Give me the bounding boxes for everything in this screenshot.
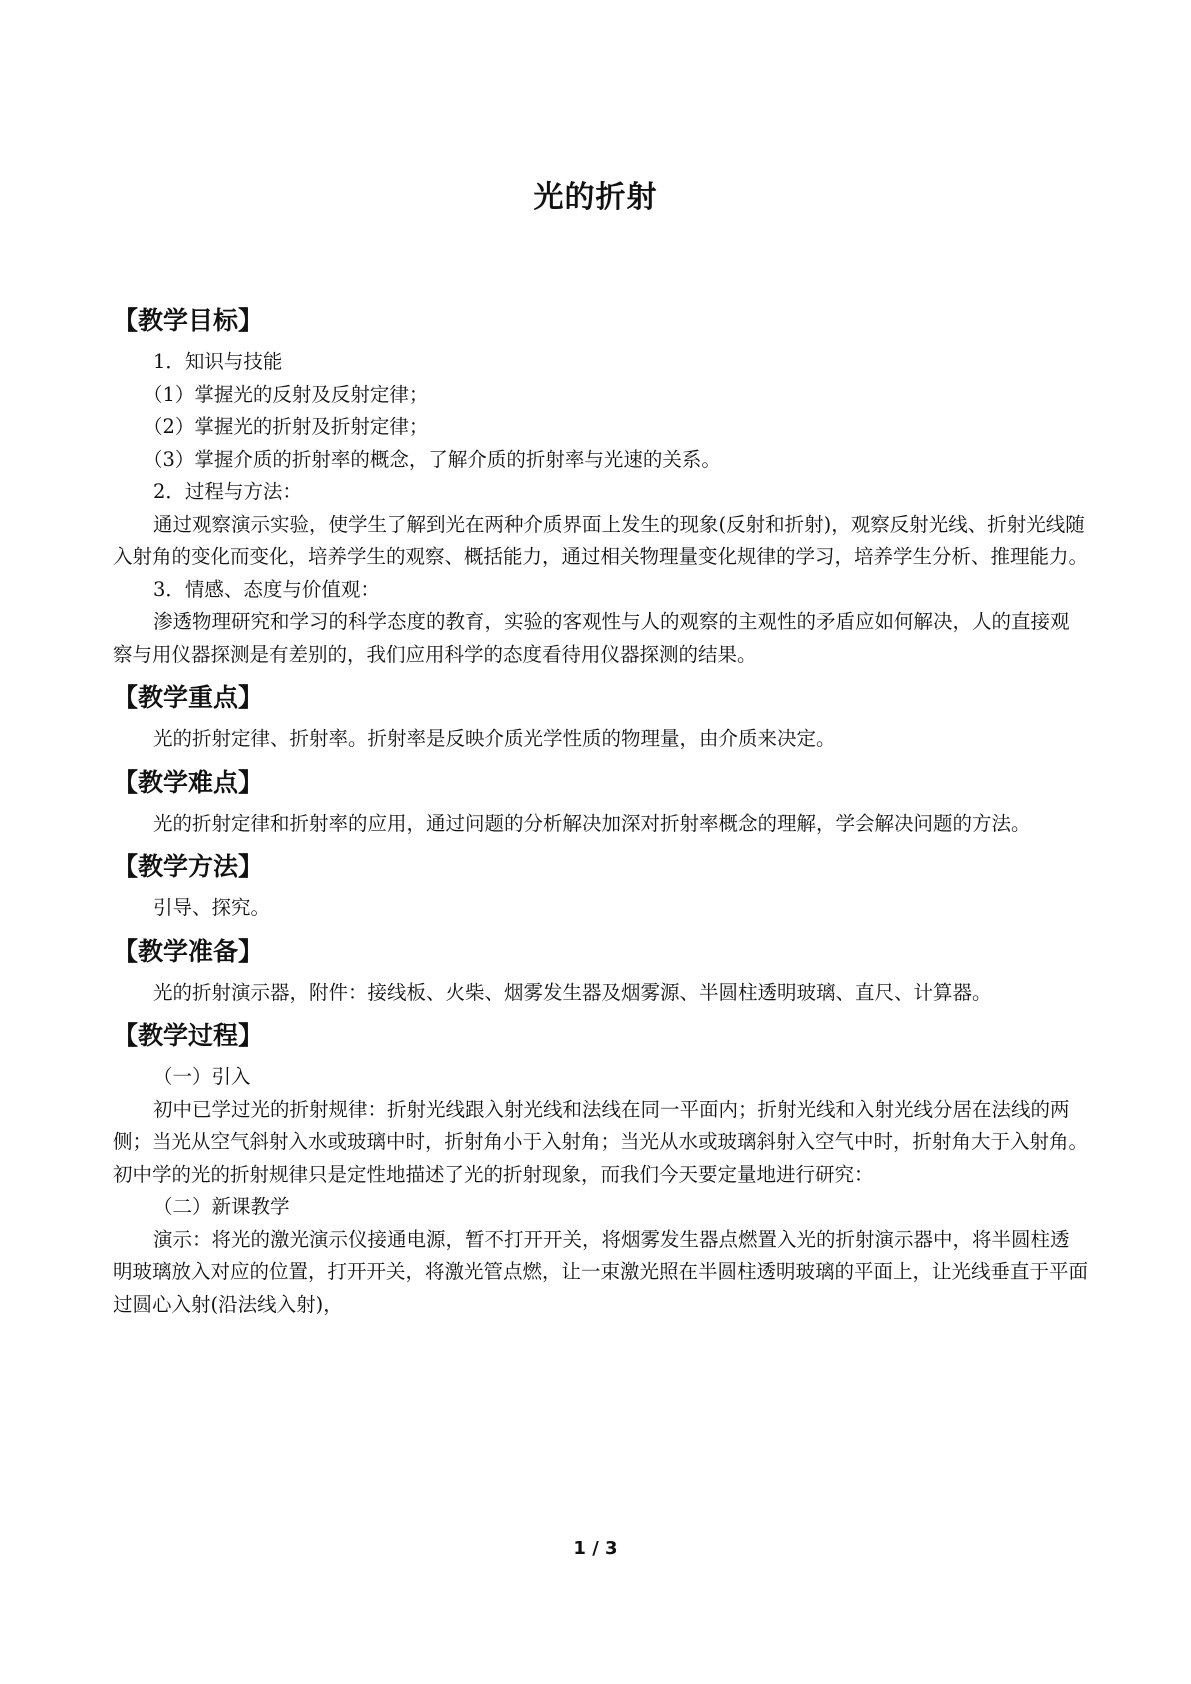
- objective-item: 渗透物理研究和学习的科学态度的教育，实验的客观性与人的观察的主观性的矛盾应如何解决，人的直接观察与用仪器探测是有差别的，我们应用科学的态度看待用仪器探测的结果。: [113, 610, 1070, 666]
- section-heading-objectives: 【教学目标】: [113, 306, 264, 335]
- section-heading-difficulties: 【教学难点】: [113, 767, 264, 797]
- objective-item: 3．情感、态度与价值观：: [153, 577, 380, 601]
- objectives-list: [113, 346, 1088, 671]
- preparation-text: 光的折射演示器，附件：接线板、火柴、烟雾发生器及烟雾源、半圆柱透明玻璃、直尺、计算器。: [153, 980, 992, 1004]
- page-title: 光的折射: [533, 180, 658, 215]
- objective-item: （2）掌握光的折射及折射定律；: [143, 415, 429, 438]
- difficulties-text: 光的折射定律和折射率的应用，通过问题的分析解决加深对折射率概念的理解，学会解决问题的方法。: [153, 811, 1031, 835]
- objective-item: 1．知识与技能: [153, 350, 283, 373]
- objective-item: 通过观察演示实验，使学生了解到光在两种介质界面上发生的现象(反射和折射)，观察反射光线、折射光线随入射角的变化而变化，培养学生的观察、概括能力，通过相关物理量变化规律的学习，培养学生分析、推理能力。: [113, 512, 1089, 568]
- process-new-text: 演示：将光的激光演示仪接通电源，暂不打开开关，将烟雾发生器点燃置入光的折射演示器中，将半圆柱透明玻璃放入对应的位置，打开开关，将激光管点燃，让一束激光照在半圆柱透明玻璃的平面上，让光线垂直于平面过圆心入射(沿法线入射)，: [113, 1227, 1089, 1316]
- methods-text: 引导、探究。: [153, 896, 271, 919]
- objective-item: 2．过程与方法：: [153, 480, 302, 503]
- process-intro-text: 初中已学过光的折射规律：折射光线跟入射光线和法线在同一平面内；折射光线和入射光线分居在法线的两侧；当光从空气斜射入水或玻璃中时，折射角小于入射角；当光从水或玻璃斜射入空气中时，折射角大于入射角。初中学的光的折射规律只是定性地描述了光的折射现象，而我们今天要定量地进行研究：: [113, 1097, 1089, 1186]
- objective-item: （1）掌握光的反射及反射定律；: [143, 382, 429, 406]
- process-intro-label: （一）引入: [153, 1065, 251, 1088]
- key-points-text: 光的折射定律、折射率。折射率是反映介质光学性质的物理量，由介质来决定。: [153, 727, 836, 750]
- objective-item: （3）掌握介质的折射率的概念，了解介质的折射率与光速的关系。: [143, 447, 721, 471]
- section-heading-methods: 【教学方法】: [113, 852, 264, 881]
- document-body: [113, 300, 1088, 1321]
- section-heading-key-points: 【教学重点】: [113, 683, 264, 712]
- process-new-label: （二）新课教学: [153, 1195, 290, 1218]
- section-heading-preparation: 【教学准备】: [113, 936, 264, 966]
- page-number: 1 / 3: [573, 1538, 618, 1559]
- section-heading-process: 【教学过程】: [113, 1021, 264, 1050]
